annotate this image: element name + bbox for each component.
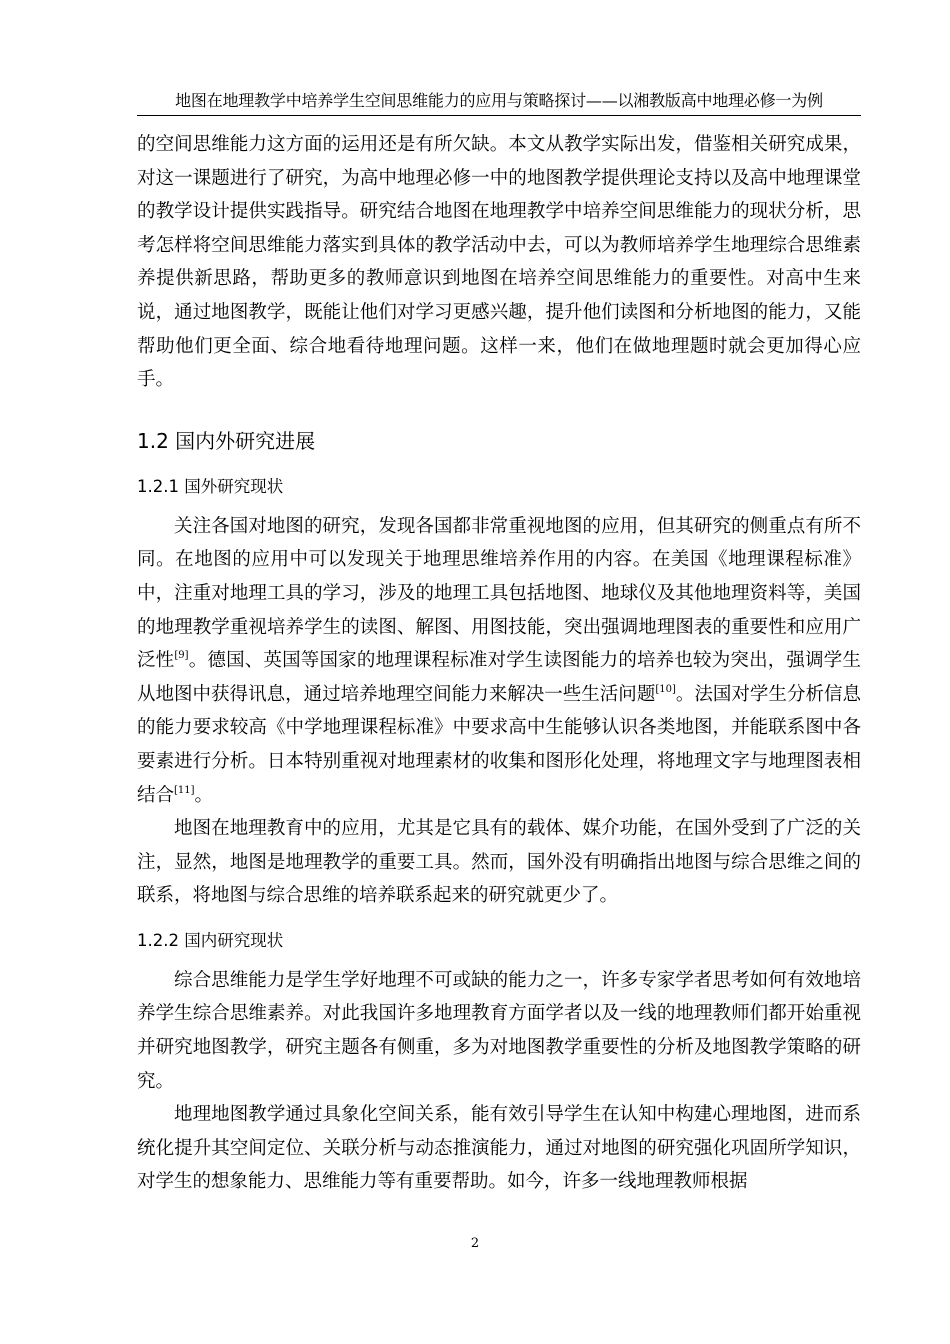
text-run: 关注各国对地图的研究，发现各国都非常重视地图的应用，但其研究的侧重点有所不同。在地图的应用中可以发现关于地理思维培养作用的内容。在美国《地理课程标准》中，注重对地理工具的学习，涉及的地理工具包括地图、地球仪及其他地理资料等，美国的地理教学重视培养学生的读图、解图、用图技能，突出强调地理图表的重要性和应用广泛性 [137, 515, 861, 672]
domestic-paragraph-2: 地理地图教学通过具象化空间关系，能有效引导学生在认知中构建心理地图，进而系统化提升其空间定位、关联分析与动态推演能力，通过对地图的研究强化巩固所学知识，对学生的想象能力、思维能力等有重要帮助。如今，许多一线地理教师根据 [137, 1104, 861, 1193]
domestic-paragraph-1: 综合思维能力是学生学好地理不可或缺的能力之一，许多专家学者思考如何有效地培养学生综合思维素养。对此我国许多地理教育方面学者以及一线的地理教师们都开始重视并研究地图教学，研究主题各有侧重，多为对地图教学重要性的分析及地图教学策略的研究。 [137, 969, 861, 1092]
body-text [137, 128, 861, 1199]
citation-ref: [9] [174, 650, 189, 662]
text-run: 。法国对学生分析信息的能力要求较高《中学地理课程标准》中要求高中生能够认识各类地图，并能联系图中各要素进行分析。日本特别重视对地理素材的收集和图形化处理，将地理文字与地理图表相结合 [137, 683, 861, 806]
section-heading-1-2: 1.2 国内外研究进展 [137, 428, 316, 453]
text-run: 。 [194, 784, 214, 806]
foreign-paragraph-2: 地图在地理教育中的应用，尤其是它具有的载体、媒介功能，在国外受到了广泛的关注，显然，地图是地理教学的重要工具。然而，国外没有明确指出地图与综合思维之间的联系，将地图与综合思维的培养联系起来的研究就更少了。 [137, 818, 861, 907]
foreign-paragraph-1 [137, 510, 861, 812]
page-number: 2 [470, 1236, 480, 1251]
citation-ref: [11] [174, 784, 195, 796]
running-header: 地图在地理教学中培养学生空间思维能力的应用与策略探讨——以湘教版高中地理必修一为例 [175, 91, 823, 110]
subsection-heading-1-2-1: 1.2.1 国外研究现状 [137, 476, 284, 496]
text-run: 。德国、英国等国家的地理课程标准对学生读图能力的培养也较为突出，强调学生从地图中获得讯息，通过培养地理空间能力来解决一些生活问题 [137, 650, 861, 705]
subsection-heading-1-2-2: 1.2.2 国内研究现状 [137, 930, 284, 950]
header-rule [137, 115, 861, 116]
citation-ref: [10] [655, 683, 676, 695]
intro-paragraph: 的空间思维能力这方面的运用还是有所欠缺。本文从教学实际出发，借鉴相关研究成果，对这一课题进行了研究，为高中地理必修一中的地图教学提供理论支持以及高中地理课堂的教学设计提供实践指导。研究结合地图在地理教学中培养空间思维能力的现状分析，思考怎样将空间思维能力落实到具体的教学活动中去，可以为教师培养学生地理综合思维素养提供新思路，帮助更多的教师意识到地图在培养空间思维能力的重要性。对高中生来说，通过地图教学，既能让他们对学习更感兴趣，提升他们读图和分析地图的能力，又能帮助他们更全面、综合地看待地理问题。这样一来，他们在做地理题时就会更加得心应手。 [137, 134, 861, 391]
